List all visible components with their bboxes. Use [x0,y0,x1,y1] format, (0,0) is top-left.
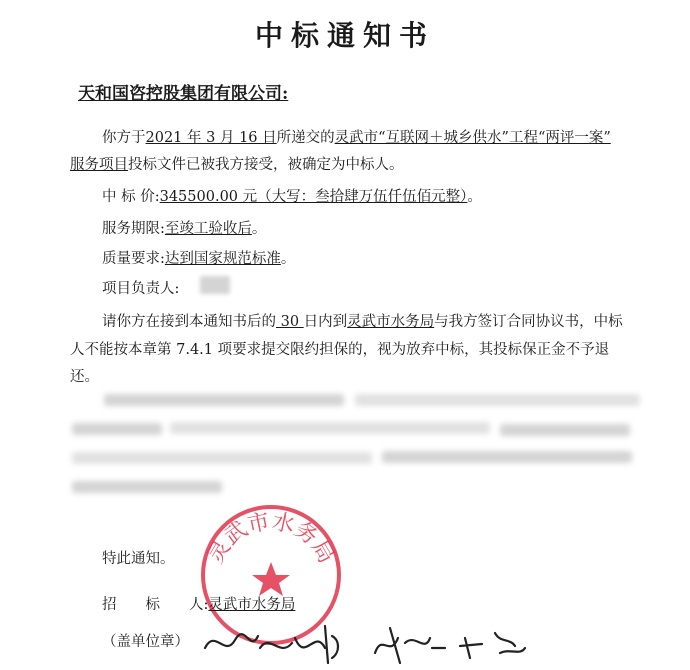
p2-place: 灵武市水务局 [347,314,435,330]
seal-note: （盖单位章） [102,634,189,650]
tenderer-label: 招 标 人: [102,597,209,613]
bid-date: 2021 年 3 月 16 日 [145,130,277,146]
quality-value: 达到国家规范标准 [164,251,281,267]
p2-line1-suffix: 与我方签订合同协议书，中标 [434,314,623,330]
service-period-value: 至竣工验收后 [164,221,252,237]
paragraph2-line3: 还。 [70,369,99,385]
quality-line [102,247,295,268]
project-lead-line [102,277,179,298]
quality-label: 质量要求: [102,251,165,267]
tenderer-value: 灵武市水务局 [208,597,296,613]
paragraph2-line1 [102,310,623,331]
project-lead-label: 项目负责人: [102,281,180,297]
service-period-line [102,217,266,238]
redacted-text-line-3b [382,451,632,463]
redacted-text-line-2a [72,423,162,435]
bid-price-value: 345500.00 元（大写：叁拾肆万伍仟伍佰元整） [159,189,468,205]
p2-prefix: 请你方在接到本通知书后的 [102,314,276,330]
bid-price-suffix: 。 [467,189,482,205]
p2-days: 30 [276,314,304,330]
tenderer-line [102,593,295,614]
project-name-cont: 服务项目 [70,157,128,173]
paragraph2-line2: 人不能按本章第 7.4.1 项要求提交限约担保的，视为放弃中标，其投标保正金不予退 [70,342,610,358]
seal-star-icon [252,562,290,596]
paragraph1-line1 [102,126,611,147]
redacted-text-line-4 [72,481,222,493]
closing-text: 特此通知。 [102,551,175,567]
redacted-text-line-3a [72,452,372,464]
project-lead-redacted [200,276,230,294]
redacted-text-line-1a [104,394,344,406]
handwritten-signature-2 [370,618,540,668]
quality-suffix: 。 [280,251,296,267]
project-name: 灵武市“互联网＋城乡供水”工程“两评一案” [334,130,611,146]
p1-suffix: 投标文件已被我方接受，被确定为中标人。 [128,157,404,173]
service-period-suffix: 。 [251,221,267,237]
seal-text: 灵武市水务局 [203,509,339,568]
service-period-label: 服务期限: [102,221,165,237]
handwritten-signature-1 [200,618,350,668]
redacted-text-line-2c [500,424,630,436]
paragraph1-line2 [70,153,404,174]
p1-prefix: 你方于 [102,130,146,146]
addressee: 天和国咨控股集团有限公司: [78,84,289,104]
redacted-text-line-1b [355,394,640,406]
p1-mid: 所递交的 [276,130,335,146]
document-title: 中标通知书 [254,19,435,52]
bid-price-line [102,185,482,206]
bid-price-label: 中 标 价: [102,189,160,205]
redacted-text-line-2b [170,422,490,434]
p2-mid: 日内到 [303,314,348,330]
